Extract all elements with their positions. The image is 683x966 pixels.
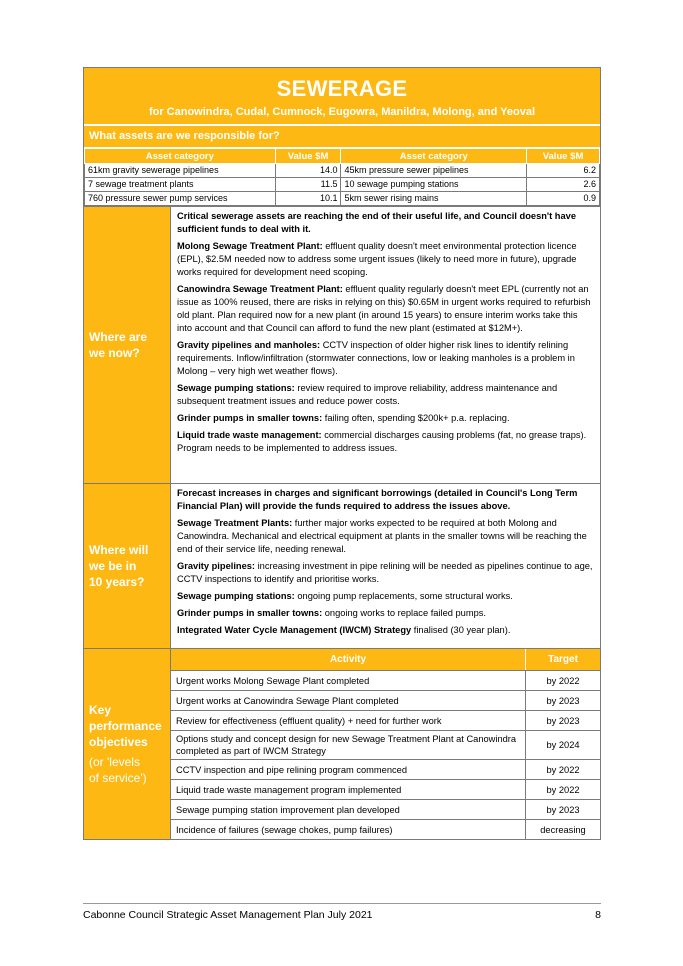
list-item [177,560,594,586]
table-row [171,800,600,820]
table-row [171,671,600,691]
footer-text: Cabonne Council Strategic Asset Management Plan July 2021 [83,909,373,921]
activity-cell: Incidence of failures (sewage chokes, pump failures) [171,820,526,840]
list-item [177,624,594,637]
asset-category-cell: 7 sewage treatment plants [85,178,276,192]
item-text: ongoing works to replace failed pumps. [322,608,486,618]
where-are-we-now-section [84,206,600,483]
target-cell: by 2024 [526,731,601,760]
asset-category-header: Asset category [85,149,276,164]
item-heading: Canowindra Sewage Treatment Plant: [177,284,343,294]
activity-header: Activity [171,649,526,671]
item-text: effluent quality doesn't meet environmental protection licence (EPL), $2.5M needed now to address some urgent issues (likely to need more in future), upgrade works required for development need scoping. [177,241,577,277]
section-label [84,484,170,648]
target-cell: decreasing [526,820,601,840]
target-cell: by 2022 [526,760,601,780]
activity-cell: Urgent works Molong Sewage Plant completed [171,671,526,691]
asset-category-cell: 45km pressure sewer pipelines [341,164,527,178]
section-intro: Forecast increases in charges and significant borrowings (detailed in Council's Long Term Financial Plan) will provide the funds required to address the issues above. [177,488,578,511]
activity-cell: Liquid trade waste management program implemented [171,780,526,800]
table-row [85,164,600,178]
list-item [177,283,594,335]
label-line: 10 years? [89,575,145,589]
activity-cell: Review for effectiveness (effluent quality) + need for further work [171,711,526,731]
kpo-header-row [171,649,600,671]
activity-cell: Urgent works at Canowindra Sewage Plant completed [171,691,526,711]
item-heading: Integrated Water Cycle Management (IWCM) Strategy [177,625,412,635]
label-subtext-line: of service') [89,771,147,785]
item-heading: Grinder pumps in smaller towns: [177,608,323,618]
target-cell: by 2023 [526,691,601,711]
item-heading: Gravity pipelines: [177,561,256,571]
table-row [171,760,600,780]
label-line: objectives [89,735,148,749]
target-header: Target [526,649,601,671]
list-item [177,382,594,408]
table-row [85,178,600,192]
sewerage-summary-panel [83,67,601,840]
table-row [171,711,600,731]
item-heading: Sewage pumping stations: [177,383,295,393]
list-item [177,517,594,556]
asset-category-cell: 10 sewage pumping stations [341,178,527,192]
table-row [171,691,600,711]
list-item [177,590,594,603]
page-number: 8 [595,909,601,921]
section-content [170,207,600,483]
table-row [171,820,600,840]
table-row [171,731,600,760]
item-text: increasing investment in pipe relining will be needed as pipelines continue to age, CCTV inspections to identify and prioritise works. [177,561,593,584]
title-banner [84,68,600,125]
page-subtitle: for Canowindra, Cudal, Cumnock, Eugowra, Manildra, Molong, and Yeoval [148,106,536,118]
label-line: Where are [89,330,148,344]
item-heading: Sewage Treatment Plants: [177,518,293,528]
label-subtext [89,754,165,786]
asset-value-cell: 2.6 [527,178,600,192]
assets-question-heading: What assets are we responsible for? [84,125,600,148]
asset-value-cell: 11.5 [275,178,341,192]
item-heading: Grinder pumps in smaller towns: [177,413,323,423]
item-heading: Liquid trade waste management: [177,430,322,440]
list-item [177,429,594,455]
item-text: further major works expected to be required at both Molong and Canowindra. Mechanical and electrical equipment at plants in the smaller towns will be reaching the end of their service life, needing renewal. [177,518,587,554]
item-heading: Sewage pumping stations: [177,591,295,601]
activity-cell: Options study and concept design for new Sewage Treatment Plant at Canowindra completed as part of IWCM Strategy [171,731,526,760]
label-line: performance [89,719,162,733]
item-text: ongoing pump replacements, some structural works. [294,591,513,601]
value-header: Value $M [527,149,600,164]
key-performance-objectives-section [84,648,600,839]
label-line: we now? [89,346,140,360]
item-text: effluent quality regularly doesn't meet EPL (currently not an issue as 100% reused, there are risks in relying on this) $0.65M in urgent works required to refurbish old plant. Plan required now for a new plant (in around 15 years) to ensure interim works take this into account and that Council can afford to fund the new plant (estimated at $12M+). [177,284,591,333]
asset-category-cell: 61km gravity sewerage pipelines [85,164,276,178]
asset-value-cell: 6.2 [527,164,600,178]
item-heading: Gravity pipelines and manholes: [177,340,321,350]
kpo-table-wrapper [170,649,600,839]
list-item [177,240,594,279]
item-text: CCTV inspection of older higher risk lines to identify relining requirements. Inflow/infiltration (stormwater connections, low or leaking manholes is a problem in Molong – very high wet weather flows). [177,340,575,376]
asset-value-cell: 0.9 [527,192,600,206]
target-cell: by 2022 [526,671,601,691]
label-subtext-line: (or 'levels [89,755,140,769]
label-line: Where will [89,543,149,557]
table-row [85,192,600,206]
section-label [84,649,170,839]
where-will-we-be-section [84,483,600,648]
asset-category-cell: 760 pressure sewer pump services [85,192,276,206]
page-title: SEWERAGE [276,76,408,101]
list-item [177,412,594,425]
assets-table [84,148,600,206]
target-cell: by 2023 [526,711,601,731]
section-intro: Critical sewerage assets are reaching the end of their useful life, and Council doesn't have sufficient funds to deal with it. [177,211,576,234]
section-content [170,484,600,648]
item-text: commercial discharges causing problems (fat, no grease traps). Program needs to be implemented to address issues. [177,430,587,453]
target-cell: by 2022 [526,780,601,800]
asset-value-cell: 14.0 [275,164,341,178]
list-item [177,339,594,378]
table-row [171,780,600,800]
item-text: failing often, spending $200k+ p.a. replacing. [322,413,510,423]
activity-cell: Sewage pumping station improvement plan developed [171,800,526,820]
asset-category-cell: 5km sewer rising mains [341,192,527,206]
item-text: finalised (30 year plan). [411,625,511,635]
page-footer [83,903,601,921]
item-heading: Molong Sewage Treatment Plant: [177,241,323,251]
kpo-table [171,649,600,839]
item-text: review required to improve reliability, address maintenance and subsequent treatment issues and reduce power costs. [177,383,558,406]
section-label [84,207,170,483]
label-line: we be in [89,559,137,573]
list-item [177,607,594,620]
activity-cell: CCTV inspection and pipe relining program commenced [171,760,526,780]
asset-category-header: Asset category [341,149,527,164]
label-line: Key [89,703,112,717]
asset-value-cell: 10.1 [275,192,341,206]
value-header: Value $M [275,149,341,164]
assets-header-row [85,149,600,164]
target-cell: by 2023 [526,800,601,820]
